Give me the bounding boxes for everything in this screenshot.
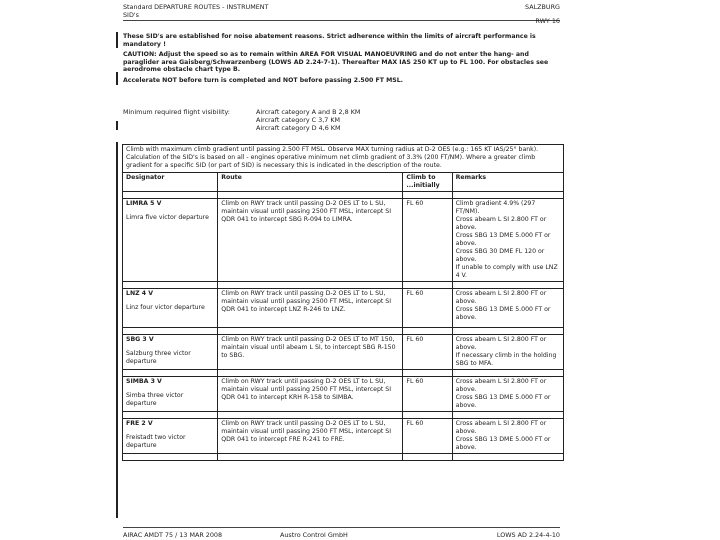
- table-row: [123, 419, 564, 454]
- sid-description: Linz four victor departure: [126, 304, 205, 311]
- sid-route: Climb on RWY track until passing D-2 OES LT to L SU, maintain visual until passing 2500 FT MSL, intercept SI QDR 041 to intercept LNZ R-246 to LNZ.: [218, 289, 403, 328]
- footer-page-code: LOWS AD 2.24-4-10: [496, 531, 560, 539]
- sid-description: Salzburg three victor departure: [126, 350, 191, 365]
- remark-line: Cross SBG 13 DME 5.000 FT or above.: [455, 436, 551, 451]
- visibility-block: [123, 108, 360, 132]
- sid-climb: FL 60: [403, 199, 452, 282]
- visibility-row: Aircraft category D 4,6 KM: [256, 124, 341, 132]
- remark-line: Cross SBG 13 DME 5.000 FT or above.: [455, 394, 551, 409]
- sid-description: Simba three victor departure: [126, 392, 184, 407]
- column-header-climb: Climb to ...initially: [403, 173, 452, 192]
- header-runway: RWY 16: [535, 17, 560, 25]
- remark-line: Cross abeam L SI 2.800 FT or above.: [455, 378, 547, 393]
- notice-accelerate: Accelerate NOT before turn is completed and NOT before passing 2.500 FT MSL.: [123, 76, 403, 84]
- notice-caution: CAUTION: Adjust the speed so as to remain within AREA FOR VISUAL MANOEUVRING and do not enter the hang- and paraglider area Gaisberg/Schwarzenberg (LOWS AD 2.24-7-1). Thereafter MAX IAS 250 KT up to FL 100. For obstacles see aerodrome obstacle chart type B.: [123, 51, 549, 74]
- remark-line: Climb gradient 4.9% (297 FT/NM).: [455, 200, 536, 215]
- sid-designator: LIMRA 5 V: [126, 200, 162, 207]
- remark-line: Cross SBG 13 DME 5.000 FT or above.: [455, 306, 551, 321]
- remark-line: Cross SBG 13 DME 5.000 FT or above.: [455, 232, 551, 247]
- remark-line: Cross abeam L SI 2.800 FT or above.: [455, 216, 547, 231]
- footer-amdt: AIRAC AMDT 75 / 13 MAR 2008: [123, 531, 223, 539]
- column-header-designator: Designator: [123, 173, 218, 192]
- header-title-line2: SID's: [123, 11, 139, 19]
- visibility-row: Aircraft category A and B 2,8 KM: [256, 108, 361, 116]
- sid-description: Freistadt two victor departure: [126, 434, 186, 449]
- change-bar: [116, 32, 118, 48]
- header-doc-code: SALZBURG: [525, 3, 560, 11]
- sid-remarks: [452, 377, 563, 412]
- change-bar: [116, 142, 118, 518]
- table-row: [123, 335, 564, 370]
- sid-route: Climb on RWY track until passing D-2 OES LT to L SU, maintain visual until passing 2500 FT MSL, intercept SI QDR 041 to intercept FRE R-241 to FRE.: [218, 419, 403, 454]
- header-title-line1: Standard DEPARTURE ROUTES - INSTRUMENT: [123, 3, 269, 11]
- notice-noise-abatement: These SID's are established for noise abatement reasons. Strict adherence within the limits of aircraft performance is mandatory !: [123, 33, 536, 48]
- footer-divider: [123, 527, 560, 528]
- table-row: [123, 289, 564, 328]
- sid-climb: FL 60: [403, 289, 452, 328]
- sid-designator: SBG 3 V: [126, 336, 154, 343]
- table-row: [123, 377, 564, 412]
- sid-route: Climb on RWY track until passing D-2 OES LT to L SU, maintain visual until passing 2500 FT MSL, intercept SI QDR 041 to intercept SBG R-094 to LIMRA.: [218, 199, 403, 282]
- sid-climb: FL 60: [403, 377, 452, 412]
- notice-block: [123, 33, 563, 88]
- visibility-row: Aircraft category C 3,7 KM: [256, 116, 341, 124]
- sid-climb: FL 60: [403, 419, 452, 454]
- column-header-remarks: Remarks: [452, 173, 563, 192]
- sid-remarks: [452, 335, 563, 370]
- change-bar: [116, 72, 118, 85]
- page-header-title: [123, 3, 268, 19]
- sid-table: [122, 144, 564, 461]
- sid-remarks: [452, 289, 563, 328]
- sid-description: Limra five victor departure: [126, 214, 209, 221]
- remark-line: If unable to comply with use LNZ 4 V.: [455, 264, 558, 279]
- remark-line: Cross abeam L SI 2.800 FT or above.: [455, 420, 547, 435]
- remark-line: Cross abeam L SI 2.800 FT or above.: [455, 290, 547, 305]
- visibility-label: Minimum required flight visibility:: [123, 108, 230, 116]
- change-bar: [116, 121, 118, 130]
- sid-remarks: [452, 199, 563, 282]
- table-intro: Climb with maximum climb gradient until passing 2.500 FT MSL. Observe MAX turning radius at D-2 OES (e.g.: 165 KT IAS/25° bank). Calculation of the SID's is based on all - engines operative minimum net climb gradient of 3.3% (200 FT/NM). Where a greater climb gradient for a specific SID (or part of SID) is necessary this is indicated in the description of the route.: [123, 145, 564, 173]
- remark-line: If necessary climb in the holding SBG to MFA.: [455, 352, 557, 367]
- sid-designator: SIMBA 3 V: [126, 378, 162, 385]
- sid-designator: LNZ 4 V: [126, 290, 154, 297]
- column-header-route: Route: [218, 173, 403, 192]
- remark-line: Cross abeam L SI 2.800 FT or above.: [455, 336, 547, 351]
- footer-publisher: Austro Control GmbH: [280, 531, 348, 539]
- sid-remarks: [452, 419, 563, 454]
- remark-line: Cross SBG 30 DME FL 120 or above.: [455, 248, 545, 263]
- sid-designator: FRE 2 V: [126, 420, 153, 427]
- table-row: [123, 199, 564, 282]
- sid-route: Climb on RWY track until passing D-2 OES LT to L SU, maintain visual until passing 2500 FT MSL, intercept SI QDR 041 to intercept KRH R-158 to SIMBA.: [218, 377, 403, 412]
- header-divider: [123, 20, 560, 21]
- table-header-row: [123, 173, 564, 192]
- sid-route: Climb on RWY track until passing D-2 OES LT to MT 150, maintain visual until abeam L SI, to intercept SBG R-150 to SBG.: [218, 335, 403, 370]
- sid-climb: FL 60: [403, 335, 452, 370]
